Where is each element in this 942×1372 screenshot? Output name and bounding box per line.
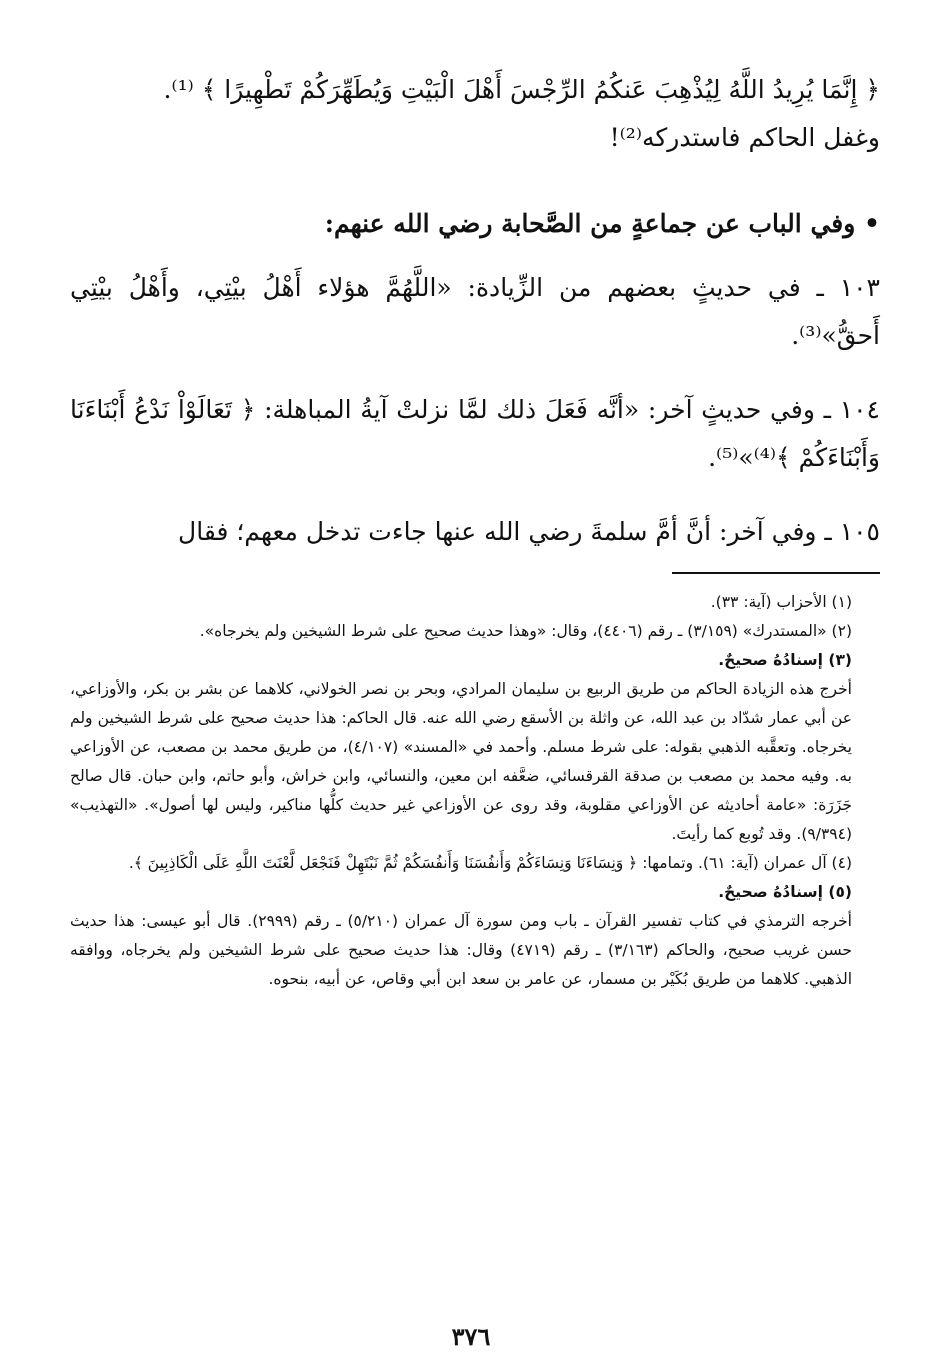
main-text xyxy=(70,66,880,162)
page-number: ٣٧٦ xyxy=(451,1322,491,1351)
hadith-105-text: ١٠٥ ـ وفي آخر: أنَّ أمَّ سلمةَ رضي الله عنها جاءت تدخل معهم؛ فقال xyxy=(178,517,880,546)
footnote-2: (٢) «المستدرك» (٣/١٥٩) ـ رقم (٤٤٠٦)، وقال: «وهذا حديث صحيح على شرط الشيخين ولم يخرجاه». xyxy=(199,622,852,640)
footnote-5-label: (٥) إسنادُهُ صحيحٌ. xyxy=(718,883,852,901)
footnote-3-label: (٣) إسنادُهُ صحيحٌ. xyxy=(718,651,852,669)
footnote-4: (٤) آل عمران (آية: ٦١). وتمامها: ﴿ وَنِسَاءَنَا وَنِسَاءَكُمْ وَأَنفُسَنَا وَأَنفُسَكُمْ ثُمَّ نَبْتَهِلْ فَنَجْعَل لَّعْنَتَ اللَّهِ عَلَى الْكَاذِبِينَ ﴾. xyxy=(128,854,852,872)
bullet-heading: • وفي الباب عن جماعةٍ من الصَّحابة رضي الله عنهم: xyxy=(324,209,880,238)
footnote-3-body: أخرج هذه الزيادة الحاكم من طريق الربيع بن سليمان المرادي، وبحر بن نصر الخولاني، كلاهما عن بشر بن بكر، والأوزاعي، عن أبي عمار شدّاد بن عبد الله، عن واثلة بن الأسقع رضي الله عنه. قال الحاكم: هذا حديث صحيح على شرط الشيخين ولم يخرجاه. وتعقَّبه الذهبي بقوله: على شرط مسلم. وأحمد في «المسند» (٤/١٠٧)، من طريق محمد بن مصعب، عن الأوزاعي به. وفيه محمد بن مصعب بن صدقة القرقسائي، ضعَّفه ابن معين، والنسائي، وابن خراش، وأبو حاتم، وابن حبان. قال صالح جَزَرَة: «عامة أحاديثه عن الأوزاعي مقلوبة، وقد روى عن الأوزاعي غير حديث كلُّها مناكير، وليس لها أصول». «التهذيب» (٩/٣٩٤). وقد تُوبع كما رأيتَ. xyxy=(70,680,852,843)
footnotes xyxy=(70,588,880,994)
section-heading xyxy=(70,200,880,248)
hakim-note-line: وغفل الحاكم فاستدركه⁽²⁾! xyxy=(609,123,880,152)
footnote-divider xyxy=(672,572,880,574)
hadith-105 xyxy=(70,508,880,556)
hadith-103 xyxy=(70,264,880,360)
footnote-5-body: أخرجه الترمذي في كتاب تفسير القرآن ـ باب ومن سورة آل عمران (٥/٢١٠) ـ رقم (٢٩٩٩). قال أبو عيسى: هذا حديث حسن غريب صحيح، والحاكم (٣/١٦٣) ـ رقم (٤٧١٩) وقال: هذا حديث صحيح على شرط الشيخين ولم يخرجاه، ووافقه الذهبي. كلاهما من طريق بُكَيْر بن مسمار، عن عامر بن سعد ابن أبي وقاص، عن أبيه، بنحوه. xyxy=(70,912,852,988)
hadith-104-text: ١٠٤ ـ وفي حديثٍ آخر: «أنَّه فَعَلَ ذلك لمَّا نزلتْ آيةُ المباهلة: ﴿ تَعَالَوْاْ نَدْعُ أَبْنَاءَنَا وَأَبْنَاءَكُمْ ﴾⁽⁴⁾»⁽⁵⁾. xyxy=(70,395,880,472)
hadith-104 xyxy=(70,386,880,482)
quran-verse-line: ﴿ إِنَّمَا يُرِيدُ اللَّهُ لِيُذْهِبَ عَنكُمُ الرِّجْسَ أَهْلَ الْبَيْتِ وَيُطَهِّرَكُمْ تَطْهِيرًا ﴾ ⁽¹⁾. xyxy=(163,75,880,104)
footnote-1: (١) الأحزاب (آية: ٣٣). xyxy=(710,593,852,611)
hadith-103-text: ١٠٣ ـ في حديثٍ بعضهم من الزِّيادة: «اللَّهُمَّ هؤلاء أَهْلُ بيْتِي، وأَهْلُ بيْتِي أَحقُّ»⁽³⁾. xyxy=(70,273,880,350)
